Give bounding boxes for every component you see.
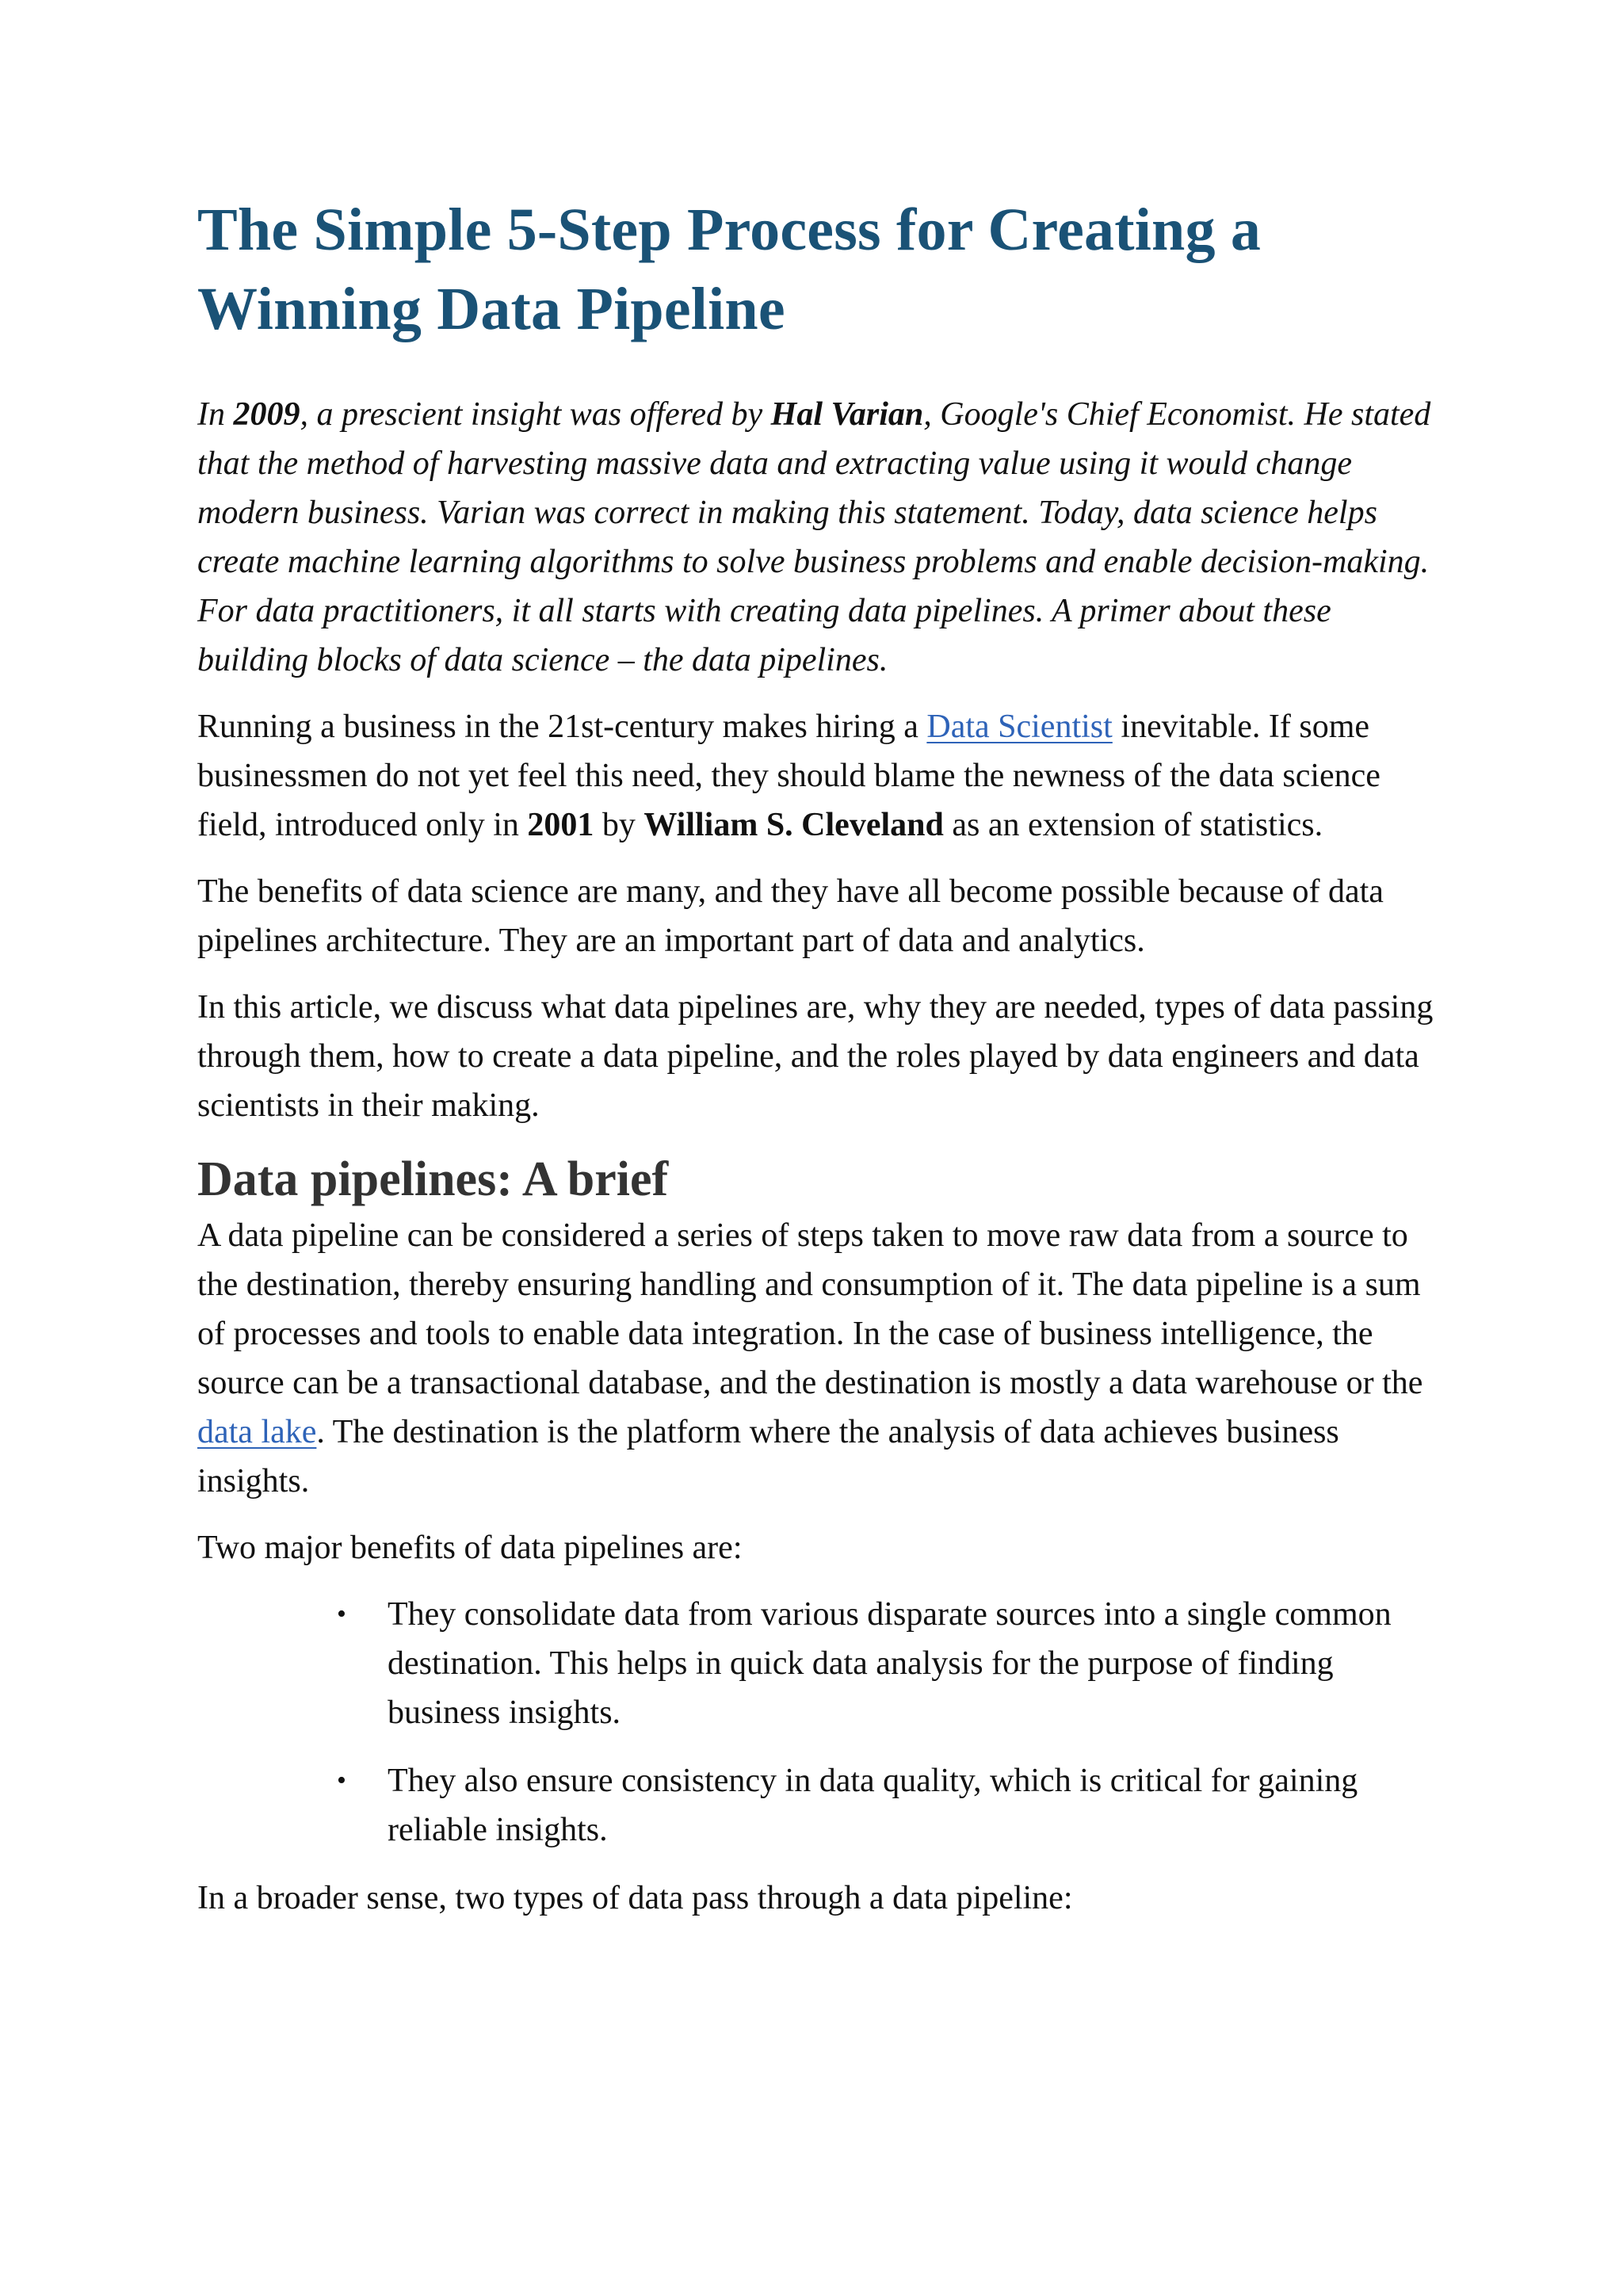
intro-paragraph: In 2009, a prescient insight was offered by Hal Varian, Google's Chief Economist. He stated that the method of harvesting massive data and extracting value using it would change modern business. Varian was correct in making this statement. Today, data science helps create machine learning algorithms to solve business problems and enable decision-making. For data practitioners, it all starts with creating data pipelines. A primer about these building blocks of data science – the data pipelines. bbox=[197, 396, 1431, 678]
year-2001: 2001 bbox=[527, 807, 594, 843]
list-item: • They consolidate data from various disparate sources into a single common destination. This helps in quick data analysis for the purpose of finding business insights. bbox=[388, 1590, 1434, 1737]
intro-year: 2009 bbox=[233, 396, 300, 433]
list-item: • They also ensure consistency in data quality, which is critical for gaining reliable insights. bbox=[388, 1756, 1434, 1855]
section-heading-data-pipelines-brief: Data pipelines: A brief bbox=[197, 1152, 669, 1206]
running-business-paragraph: Running a business in the 21st-century makes hiring a Data Scientist inevitable. If some businessmen do not yet feel this need, they should blame the newness of the data science field, introduced only in 2001 by William S. Cleveland as an extension of statistics. bbox=[197, 709, 1381, 843]
data-pipeline-definition-paragraph: A data pipeline can be considered a series of steps taken to move raw data from a source to the destination, thereby ensuring handling and consumption of it. The data pipeline is a sum of processes and tools to enable data integration. In the case of business intelligence, the source can be a transactional database, and the destination is mostly a data warehouse or the data lake. The destination is the platform where the analysis of data achieves business insights. bbox=[197, 1217, 1423, 1499]
broader-sense-paragraph: In a broader sense, two types of data pass through a data pipeline: bbox=[197, 1880, 1073, 1916]
bullet-marker: • bbox=[337, 1599, 346, 1629]
page-title: The Simple 5-Step Process for Creating a Winning Data Pipeline bbox=[197, 197, 1262, 342]
data-lake-link[interactable]: data lake bbox=[197, 1414, 317, 1450]
data-scientist-link[interactable]: Data Scientist bbox=[926, 709, 1113, 745]
william-cleveland: William S. Cleveland bbox=[643, 807, 944, 843]
benefits-bullet-list bbox=[197, 1590, 1434, 1855]
article-overview-paragraph: In this article, we discuss what data pipelines are, why they are needed, types of data passing through them, how to create a data pipeline, and the roles played by data engineers and data scientists in their making. bbox=[197, 989, 1434, 1124]
intro-person: Hal Varian bbox=[770, 396, 924, 433]
two-benefits-intro-paragraph: Two major benefits of data pipelines are: bbox=[197, 1530, 743, 1566]
document-page bbox=[197, 190, 1434, 1940]
benefits-paragraph: The benefits of data science are many, and they have all become possible because of data pipelines architecture. They are an important part of data and analytics. bbox=[197, 873, 1384, 959]
bullet-marker: • bbox=[337, 1766, 346, 1795]
